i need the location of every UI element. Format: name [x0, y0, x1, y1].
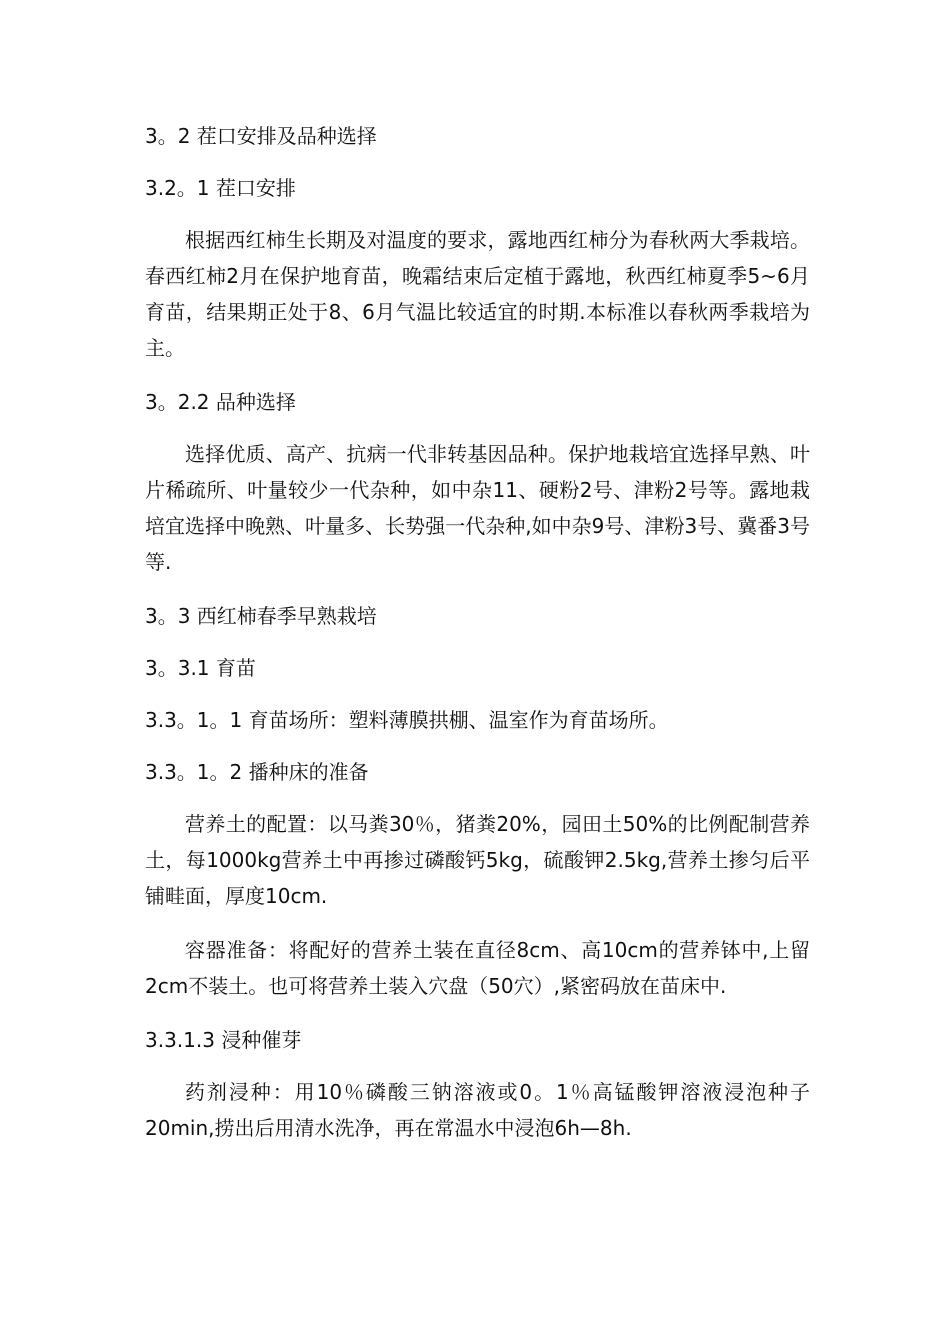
section-heading-3-2: 3。2 茬口安排及品种选择 — [145, 124, 377, 148]
section-heading-3-3: 3。3 西红柿春季早熟栽培 — [145, 604, 377, 628]
paragraph-seed-soaking: 药剂浸种：用10％磷酸三钠溶液或0。1％高锰酸钾溶液浸泡种子20min,捞出后用清水洗净，再在常温水中浸泡6h—8h. — [145, 1080, 810, 1140]
item-heading-3-3-1-2: 3.3。1。2 播种床的准备 — [145, 760, 369, 784]
paragraph-variety-selection: 选择优质、高产、抗病一代非转基因品种。保护地栽培宜选择早熟、叶片稀疏所、叶量较少一代杂种，如中杂11、硬粉2号、津粉2号等。露地栽培宜选择中晚熟、叶量多、长势强一代杂种,如中杂9号、津粉3号、冀番3号等. — [145, 442, 810, 574]
document-body — [145, 118, 810, 1146]
subsection-heading-3-2-2: 3。2.2 品种选择 — [145, 390, 296, 414]
item-heading-3-3-1-1: 3.3。1。1 育苗场所：塑料薄膜拱棚、温室作为育苗场所。 — [145, 708, 669, 732]
item-heading-3-3-1-3: 3.3.1.3 浸种催芽 — [145, 1028, 302, 1052]
paragraph-container-prep: 容器准备：将配好的营养土装在直径8cm、高10cm的营养钵中,上留2cm不装土。也可将营养土装入穴盘（50穴）,紧密码放在苗床中. — [145, 938, 810, 998]
subsection-heading-3-3-1: 3。3.1 育苗 — [145, 656, 256, 680]
paragraph-crop-arrangement: 根据西红柿生长期及对温度的要求，露地西红柿分为春秋两大季栽培。春西红柿2月在保护地育苗，晚霜结束后定植于露地，秋西红柿夏季5~6月育苗，结果期正处于8、6月气温比较适宜的时期.本标准以春秋两季栽培为主。 — [145, 228, 810, 360]
paragraph-nutrient-soil: 营养土的配置：以马粪30％，猪粪20%，园田土50%的比例配制营养土，每1000kg营养土中再掺过磷酸钙5kg，硫酸钾2.5kg,营养土掺匀后平铺畦面，厚度10cm. — [145, 812, 810, 908]
subsection-heading-3-2-1: 3.2。1 茬口安排 — [145, 176, 296, 200]
